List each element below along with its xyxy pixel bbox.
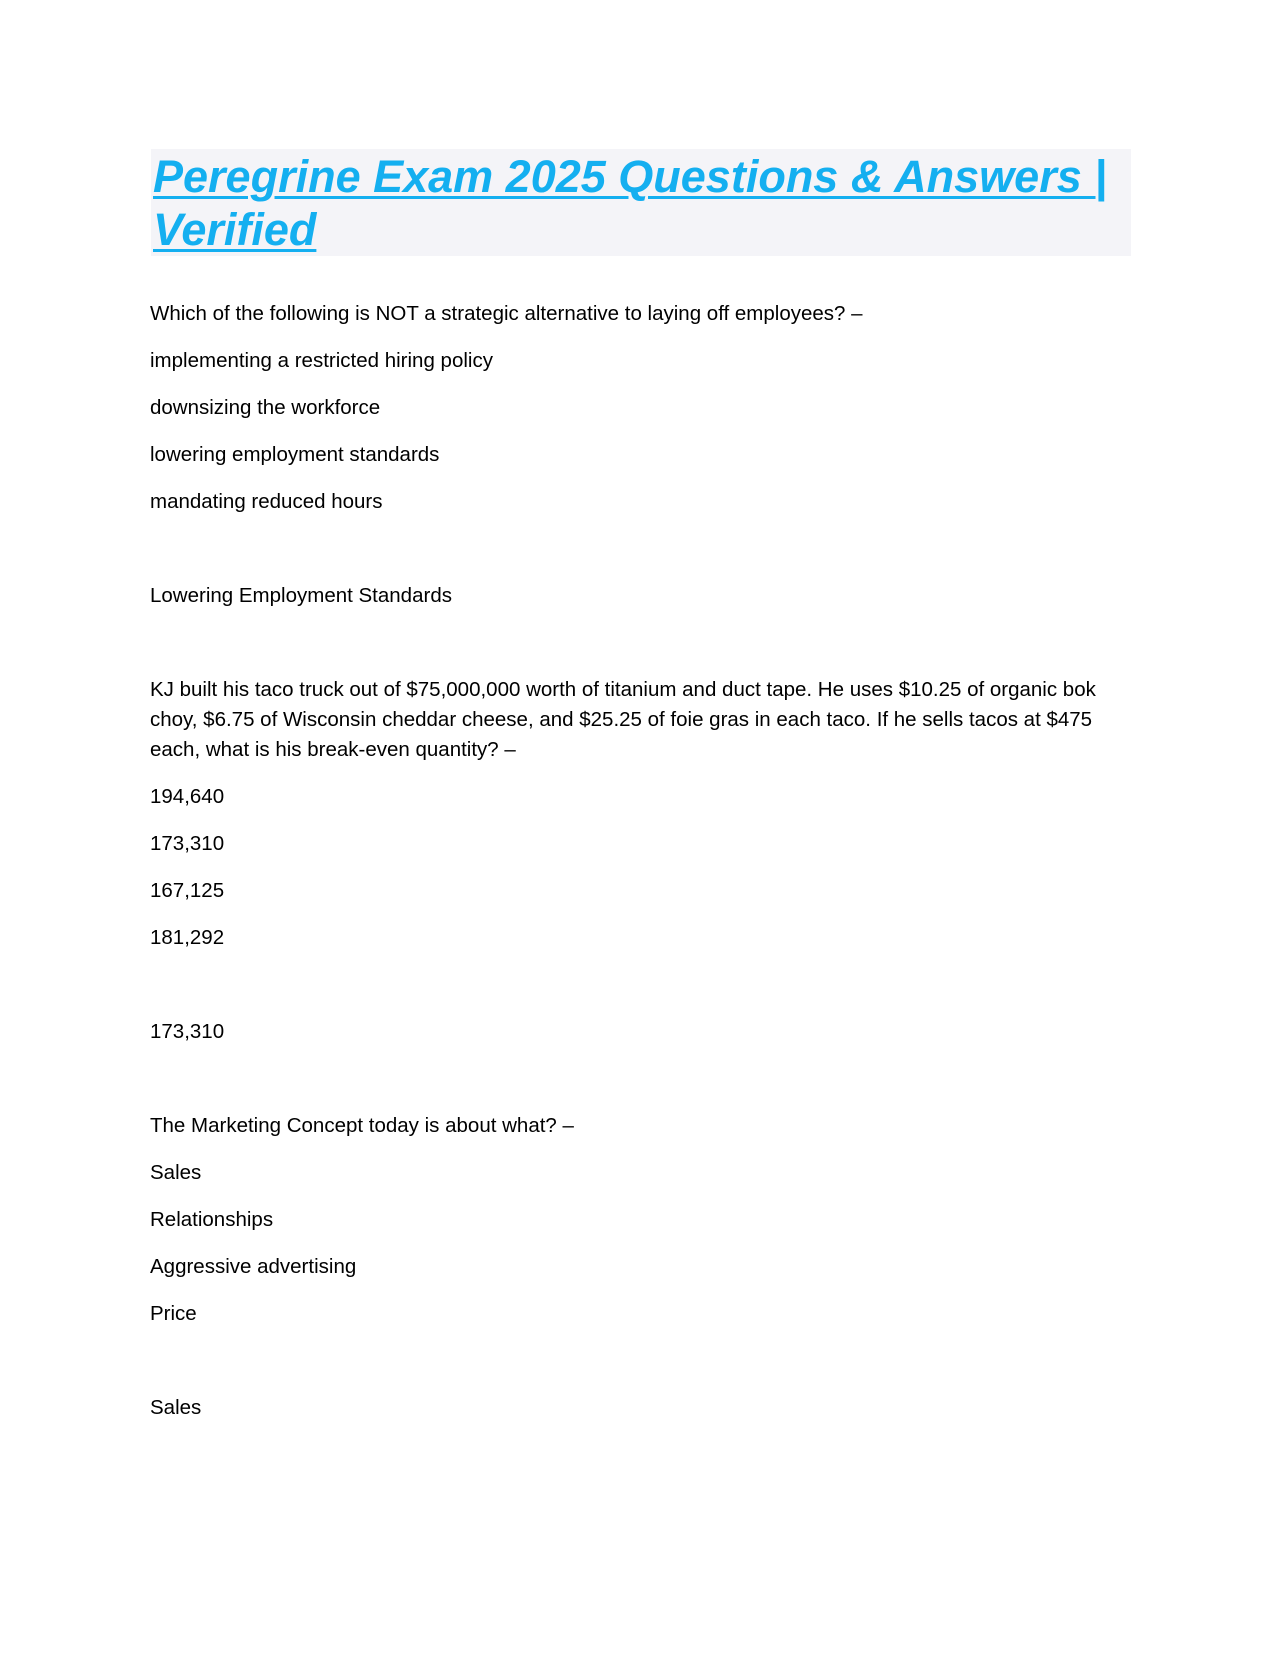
question-1-option-2: downsizing the workforce xyxy=(150,396,381,419)
question-2-answer: 173,310 xyxy=(150,1020,225,1043)
question-2-text: KJ built his taco truck out of $75,000,000 worth of titanium and duct tape. He uses $10.25 of organic bok choy, $6.75 of Wisconsin cheddar cheese, and $25.25 of foie gras in each taco. If he sells tacos at $475 each, what is his break-even quantity? – xyxy=(150,678,1096,761)
question-2-option-1: 194,640 xyxy=(150,785,225,808)
question-3-option-2: Relationships xyxy=(150,1208,274,1231)
question-1-option-1: implementing a restricted hiring policy xyxy=(150,349,493,372)
question-2-option-3: 167,125 xyxy=(150,879,225,902)
question-3-option-4: Price xyxy=(150,1302,197,1325)
question-2-option-2: 173,310 xyxy=(150,832,225,855)
question-1-option-4: mandating reduced hours xyxy=(150,490,383,513)
question-1-answer: Lowering Employment Standards xyxy=(150,584,452,607)
question-3-text: The Marketing Concept today is about what? – xyxy=(150,1114,574,1137)
question-3-option-1: Sales xyxy=(150,1161,202,1184)
question-1-text: Which of the following is NOT a strategic alternative to laying off employees? – xyxy=(150,302,863,325)
question-1-option-3: lowering employment standards xyxy=(150,443,440,466)
question-3-answer: Sales xyxy=(150,1396,202,1419)
document-title[interactable]: Peregrine Exam 2025 Questions & Answers | Verified xyxy=(153,151,1107,255)
question-3-option-3: Aggressive advertising xyxy=(150,1255,357,1278)
question-2-option-4: 181,292 xyxy=(150,926,225,949)
